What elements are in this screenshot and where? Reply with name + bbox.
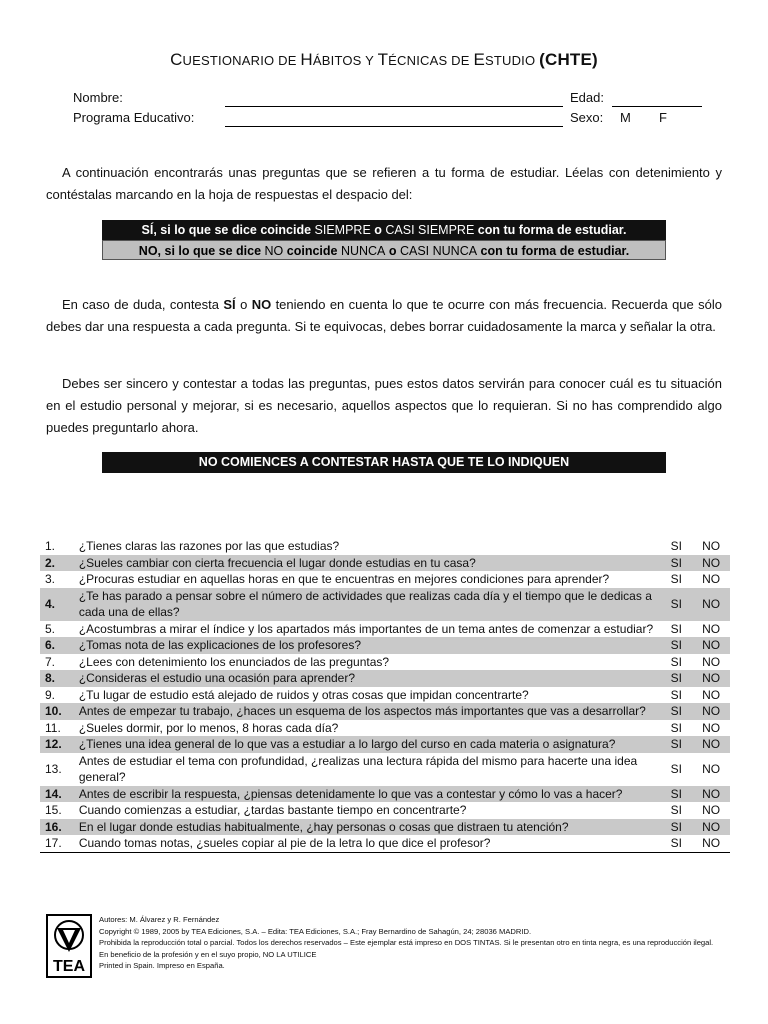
- answer-no[interactable]: NO: [692, 670, 730, 687]
- answer-si[interactable]: SI: [660, 588, 692, 621]
- question-text: ¿Consideras el estudio una ocasión para aprender?: [79, 670, 661, 687]
- question-text: ¿Tienes una idea general de lo que vas a estudiar a lo largo del curso en cada materia o asignatura?: [79, 736, 661, 753]
- footer-notice: Prohibida la reproducción total o parcial. Todos los derechos reservados – Este ejemplar está impreso en DOS TINTAS. Si le presentan otro en tinta negra, es una reproducción ilegal. En beneficio de la profesión y en el suyo propio, NO LA UTILICE: [99, 938, 714, 959]
- question-number: 4.: [40, 588, 79, 621]
- answer-si[interactable]: SI: [670, 572, 682, 586]
- answer-no[interactable]: NO: [702, 572, 721, 586]
- title-part: C: [170, 50, 183, 69]
- edad-field[interactable]: [612, 106, 702, 107]
- title-part: STUDIO: [484, 53, 540, 68]
- answer-si[interactable]: SI: [670, 720, 682, 735]
- question-row: [40, 588, 730, 621]
- answer-si[interactable]: SI: [670, 654, 682, 669]
- answer-si[interactable]: SI: [660, 835, 692, 852]
- question-row: [40, 637, 730, 654]
- title-part: ÉCNICAS DE: [388, 53, 474, 68]
- footer-printed: Printed in Spain. Impreso en España.: [99, 961, 225, 970]
- band-text-part: NO: [264, 244, 284, 258]
- band-text-part: CASI SIEMPRE: [385, 223, 475, 237]
- question-text: ¿Acostumbras a mirar el índice y los apartados más importantes de un tema antes de comenzar a estudiar?: [78, 621, 654, 636]
- document-title: [0, 50, 768, 70]
- answer-si[interactable]: SI: [670, 761, 682, 776]
- answer-no[interactable]: NO: [692, 588, 730, 621]
- footer-copyright: Copyright © 1989, 2005 by TEA Ediciones, S.A. – Edita: TEA Ediciones, S.A.; Fray Bernardino de Sahagún, 24; 28036 MADRID.: [99, 926, 532, 936]
- answer-si[interactable]: SI: [660, 819, 692, 836]
- tea-emblem-icon: [48, 916, 90, 976]
- questions-table: [40, 538, 730, 853]
- answer-si[interactable]: SI: [660, 736, 692, 753]
- answer-no[interactable]: NO: [692, 835, 730, 852]
- question-number: 16.: [40, 819, 79, 836]
- answer-no[interactable]: NO: [692, 736, 730, 753]
- answer-no[interactable]: NO: [692, 555, 730, 572]
- programa-educativo-label: Programa Educativo:: [73, 110, 195, 125]
- band-text-part: o: [385, 244, 400, 258]
- question-text: ¿Tienes claras las razones por las que estudias?: [78, 539, 340, 553]
- logo-text: TEA: [53, 958, 85, 975]
- doubt-paragraph-part: o: [235, 297, 252, 312]
- edad-label: Edad:: [570, 90, 604, 105]
- question-text: ¿Sueles dormir, por lo menos, 8 horas cada día?: [78, 720, 339, 735]
- question-number: 15.: [45, 803, 62, 817]
- si-instruction-band: [102, 220, 666, 240]
- answer-si[interactable]: SI: [660, 637, 692, 654]
- question-text: Antes de empezar tu trabajo, ¿haces un esquema de los aspectos más importantes que vas a desarrollar?: [79, 703, 661, 720]
- nombre-field[interactable]: [225, 106, 563, 107]
- doubt-paragraph-part: SÍ: [223, 297, 236, 312]
- question-text: ¿Te has parado a pensar sobre el número de actividades que realizas cada día y el tiempo que le dedicas a cada una de ellas?: [79, 588, 661, 621]
- band-text-part: SIEMPRE: [314, 223, 371, 237]
- question-row: [40, 571, 730, 588]
- do-not-start-banner: NO COMIENCES A CONTESTAR HASTA QUE TE LO INDIQUEN: [102, 452, 666, 473]
- band-text-part: NO, si lo que se dice: [138, 244, 265, 258]
- question-number: 17.: [40, 835, 79, 852]
- sexo-option-m[interactable]: M: [620, 110, 631, 125]
- doubt-paragraph-part: teniendo en cuenta lo que te ocurre con más frecuencia. Recuerda que sólo debes dar una respuesta a cada pregunta. Si te equivocas, debes borrar cuidadosamente la marca y señalar la otra.: [46, 297, 722, 334]
- question-row: [40, 703, 730, 720]
- question-text: ¿Sueles cambiar con cierta frecuencia el lugar donde estudias en tu casa?: [79, 555, 661, 572]
- question-number: 11.: [45, 720, 61, 735]
- answer-no[interactable]: NO: [702, 687, 721, 702]
- question-row: [40, 654, 730, 671]
- tea-logo: [46, 914, 92, 978]
- question-text: ¿Procuras estudiar en aquellas horas en que te encuentras en mejores condiciones para aprender?: [78, 572, 610, 586]
- question-number: 9.: [45, 687, 56, 702]
- question-text: Antes de estudiar el tema con profundidad, ¿realizas una lectura rápida del mismo para hacerte una idea general?: [78, 753, 638, 784]
- answer-no[interactable]: NO: [692, 637, 730, 654]
- title-part: T: [377, 50, 389, 69]
- question-row: [40, 720, 730, 737]
- question-number: 13.: [45, 761, 62, 776]
- question-number: 8.: [40, 670, 79, 687]
- answer-no[interactable]: NO: [702, 621, 721, 636]
- question-number: 14.: [40, 786, 79, 803]
- answer-si[interactable]: SI: [670, 803, 682, 817]
- doubt-paragraph-part: En caso de duda, contesta: [62, 297, 224, 312]
- answer-no[interactable]: NO: [692, 786, 730, 803]
- title-part: ÁBITOS Y: [312, 53, 378, 68]
- answer-no[interactable]: NO: [702, 539, 721, 553]
- answer-si[interactable]: SI: [660, 703, 692, 720]
- sincerity-paragraph: Debes ser sincero y contestar a todas las preguntas, pues estos datos servirán para conocer cuál es tu situación en el estudio personal y mejorar, si es necesario, aquellos aspectos que lo requieran. Si no has comprendido algo puedes preguntarlo ahora.: [46, 376, 722, 435]
- question-row: [40, 835, 730, 852]
- question-text: ¿Tomas nota de las explicaciones de los profesores?: [79, 637, 661, 654]
- question-number: 5.: [45, 621, 56, 636]
- band-text-part: CASI NUNCA: [399, 244, 478, 258]
- title-part: UESTIONARIO DE: [182, 53, 301, 68]
- question-text: ¿Lees con detenimiento los enunciados de las preguntas?: [78, 654, 390, 669]
- answer-si[interactable]: SI: [660, 670, 692, 687]
- answer-no[interactable]: NO: [692, 703, 730, 720]
- answer-si[interactable]: SI: [660, 786, 692, 803]
- question-row: [40, 538, 730, 555]
- question-row: [40, 786, 730, 803]
- question-row: [40, 687, 730, 704]
- question-number: 2.: [40, 555, 79, 572]
- title-part: E: [473, 50, 485, 69]
- band-text-part: con tu forma de estudiar.: [474, 223, 627, 237]
- answer-si[interactable]: SI: [670, 687, 682, 702]
- no-instruction-band: [102, 240, 666, 260]
- answer-no[interactable]: NO: [702, 803, 721, 817]
- question-number: 12.: [40, 736, 79, 753]
- doubt-paragraph: [46, 294, 722, 338]
- question-number: 6.: [40, 637, 79, 654]
- band-text-part: NUNCA: [340, 244, 386, 258]
- band-text-part: con tu forma de estudiar.: [477, 244, 630, 258]
- question-text: ¿Tu lugar de estudio está alejado de ruidos y otras cosas que impidan concentrarte?: [78, 687, 529, 702]
- question-row: [40, 753, 730, 786]
- nombre-label: Nombre:: [73, 90, 123, 105]
- answer-si[interactable]: SI: [660, 555, 692, 572]
- question-number: 1.: [45, 539, 56, 553]
- question-number: 10.: [40, 703, 79, 720]
- question-row: [40, 670, 730, 687]
- question-number: 7.: [45, 654, 56, 669]
- band-text-part: coincide: [283, 244, 341, 258]
- answer-si[interactable]: SI: [670, 621, 682, 636]
- answer-no[interactable]: NO: [702, 761, 721, 776]
- footer-authors: Autores: M. Álvarez y R. Fernández: [99, 915, 220, 924]
- answer-no[interactable]: NO: [692, 819, 730, 836]
- footer-credits: [99, 914, 719, 972]
- answer-no[interactable]: NO: [702, 720, 721, 735]
- question-text: Antes de escribir la respuesta, ¿piensas detenidamente lo que vas a contestar y cómo lo vas a hacer?: [79, 786, 661, 803]
- question-text: Cuando comienzas a estudiar, ¿tardas bastante tiempo en concentrarte?: [78, 803, 467, 817]
- question-row: [40, 555, 730, 572]
- band-text-part: SÍ, si lo que se dice coincide: [141, 223, 315, 237]
- question-text: En el lugar donde estudias habitualmente, ¿hay personas o cosas que distraen tu atención?: [79, 819, 661, 836]
- sexo-option-f[interactable]: F: [659, 110, 667, 125]
- answer-si[interactable]: SI: [670, 539, 682, 553]
- question-row: [40, 621, 730, 638]
- title-part: (CHTE): [539, 50, 598, 69]
- question-text: Cuando tomas notas, ¿sueles copiar al pie de la letra lo que dice el profesor?: [79, 835, 661, 852]
- intro-paragraph: A continuación encontrarás unas preguntas que se refieren a tu forma de estudiar. Léelas con detenimiento y contéstalas marcando en la hoja de respuestas el despacio del:: [46, 165, 722, 202]
- programa-educativo-field[interactable]: [225, 126, 563, 127]
- doubt-paragraph-part: NO: [251, 297, 272, 312]
- sexo-label: Sexo:: [570, 110, 604, 125]
- band-text-part: o: [370, 223, 386, 237]
- title-part: H: [300, 50, 313, 69]
- question-number: 3.: [45, 572, 56, 586]
- question-row: [40, 802, 730, 819]
- question-row: [40, 819, 730, 836]
- question-row: [40, 736, 730, 753]
- answer-no[interactable]: NO: [702, 654, 721, 669]
